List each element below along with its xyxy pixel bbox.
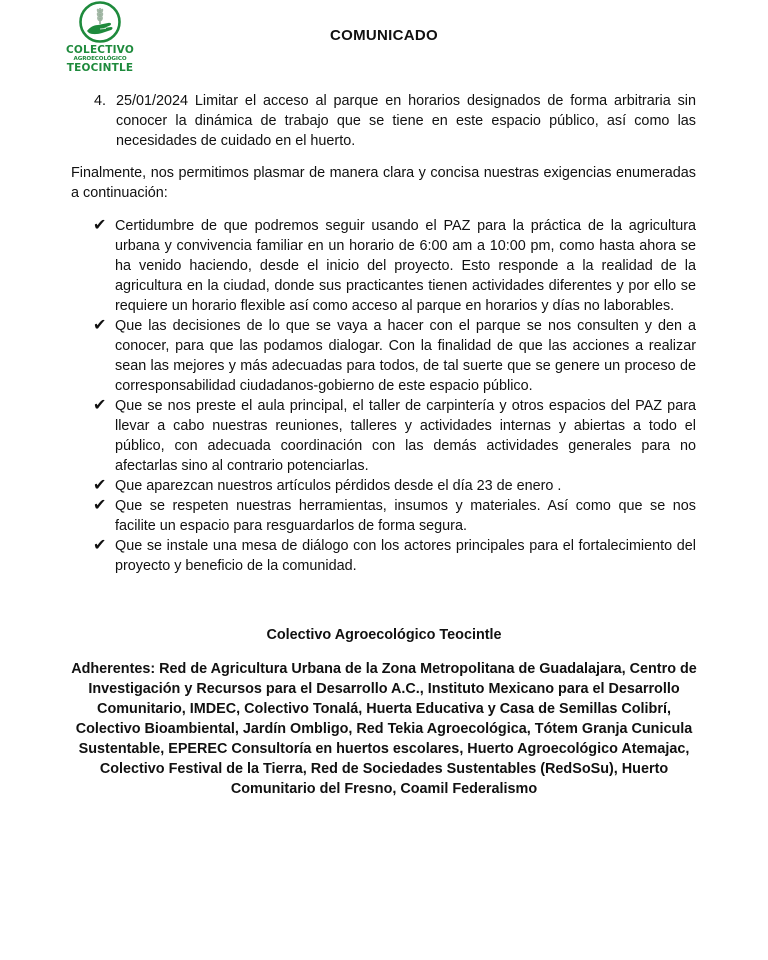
demand-item	[71, 396, 696, 476]
demand-item	[71, 216, 696, 316]
signature: Colectivo Agroecológico Teocintle	[266, 627, 502, 643]
checkmark-icon: ✔	[93, 537, 107, 554]
demand-text: Certidumbre de que podremos seguir usando el PAZ para la práctica de la agricultura urbana y convivencia familiar en un horario de 6:00 am a 10:00 pm, como hasta ahora se ha venido haciendo, desde el inicio del proyecto. Esto responde a la realidad de la agricultura en la ciudad, donde sus practicantes tienen actividades diferentes y por ello se requiere un horario flexible así como acceso al parque en horarios y días no laborables.	[115, 218, 696, 314]
demand-text: Que las decisiones de lo que se vaya a hacer con el parque se nos consulten y den a conocer, para que las podamos dialogar. Con la finalidad de que las acciones a realizar sean las mejores y más adecuadas para todos, de tal suerte que se genere un proceso de corresponsabilidad ciudadanos-gobierno de este espacio público.	[115, 318, 696, 394]
demand-text: Que se respeten nuestras herramientas, insumos y materiales. Así como que se nos facilite un espacio para resguardarlos de forma segura.	[115, 498, 696, 534]
demand-item	[71, 316, 696, 396]
item-number: 4.	[94, 93, 107, 109]
demand-item	[71, 496, 696, 536]
intro-paragraph: Finalmente, nos permitimos plasmar de manera clara y concisa nuestras exigencias enumeradas a continuación:	[71, 165, 696, 201]
checkmark-icon: ✔	[93, 497, 107, 514]
document-title: COMUNICADO	[330, 27, 438, 44]
adherents-list: Adherentes: Red de Agricultura Urbana de la Zona Metropolitana de Guadalajara, Centro de Investigación y Recursos para el Desarrollo A.C., Instituto Mexicano para el Desarrollo Comunitario, IMDEC, Colectivo Tonalá, Huerta Educativa y Casa de Semillas Colibrí, Colectivo Bioambiental, Jardín Ombligo, Red Tekia Agroecológica, Tótem Granja Cunicula Sustentable, EPEREC Consultoría en huertos escolares, Huerto Agroecológico Atemajac, Colectivo Festival de la Tierra, Red de Sociedades Sustentables (RedSoSu), Huerto Comunitario del Fresno, Coamil Federalismo	[71, 661, 697, 797]
demand-item	[71, 476, 696, 496]
demand-text: Que se instale una mesa de diálogo con los actores principales para el fortalecimiento del proyecto y beneficio de la comunidad.	[115, 538, 696, 574]
logo-text-line2: AGROECOLÓGICO	[73, 55, 127, 62]
item-text: 25/01/2024 Limitar el acceso al parque en horarios designados de forma arbitraria sin conocer la dinámica de trabajo que se tiene en este espacio público, así como las necesidades de cuidado en el huerto.	[116, 93, 696, 149]
numbered-item	[71, 91, 696, 151]
demand-text: Que se nos preste el aula principal, el taller de carpintería y otros espacios del PAZ para llevar a cabo nuestras reuniones, talleres y actividades internas y abiertas a todo el público, con adecuada coordinación con las demás actividades generales para no afectarlas sino al contrario potenciarlas.	[115, 398, 696, 474]
demands-list	[71, 216, 696, 576]
logo-text-line1: COLECTIVO	[66, 44, 134, 56]
demand-item	[71, 536, 696, 576]
checkmark-icon: ✔	[93, 477, 107, 494]
checkmark-icon: ✔	[93, 397, 107, 414]
checkmark-icon: ✔	[93, 217, 107, 234]
checkmark-icon: ✔	[93, 317, 107, 334]
logo-text-line3: TEOCINTLE	[66, 62, 134, 75]
demand-text: Que aparezcan nuestros artículos pérdidos desde el día 23 de enero .	[115, 478, 562, 494]
